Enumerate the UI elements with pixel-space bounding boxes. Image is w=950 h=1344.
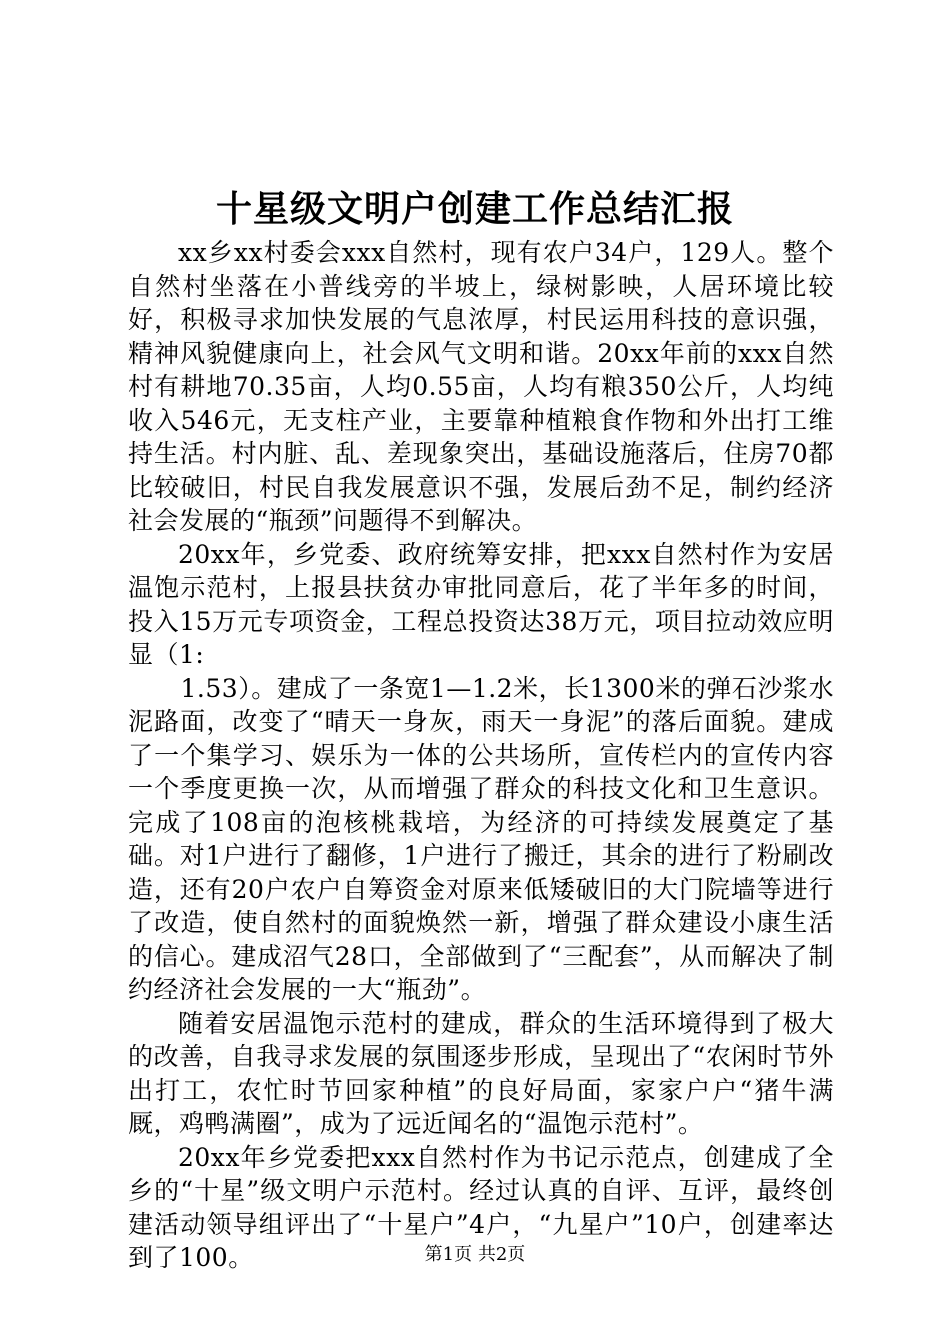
paragraph-4: 随着安居温饱示范村的建成，群众的生活环境得到了极大的改善，自我寻求发展的氛围逐步形成，呈现出了“农闲时节外出打工，农忙时节回家种植”的良好局面，家家户户“猪牛满厩，鸡鸭满圈”，成为了远近闻名的“温饱示范村”。: [128, 1008, 834, 1138]
paragraph-1: xx乡xx村委会xxx自然村，现有农户34户，129人。整个自然村坐落在小普线旁的半坡上，绿树影映，人居环境比较好，积极寻求加快发展的气息浓厚，村民运用科技的意识强，精神风貌健康向上，社会风气文明和谐。20xx年前的xxx自然村有耕地70.35亩，人均0.55亩，人均有粮350公斤，人均纯收入546元，无支柱产业，主要靠种植粮食作物和外出打工维持生活。村内脏、乱、差现象突出，基础设施落后，住房70都比较破旧，村民自我发展意识不强，发展后劲不足，制约经济社会发展的“瓶颈”问题得不到解决。: [128, 238, 834, 535]
paragraph-2: 20xx年，乡党委、政府统筹安排，把xxx自然村作为安居温饱示范村，上报县扶贫办审批同意后，花了半年多的时间，投入15万元专项资金，工程总投资达38万元，项目拉动效应明显（1:: [128, 539, 834, 669]
paragraph-3: 1.53）。建成了一条宽1—1.2米，长1300米的弹石沙浆水泥路面，改变了“晴天一身灰，雨天一身泥”的落后面貌。建成了一个集学习、娱乐为一体的公共场所，宣传栏内的宣传内容一个季度更换一次，从而增强了群众的科技文化和卫生意识。完成了108亩的泡核桃栽培，为经济的可持续发展奠定了基础。对1户进行了翻修，1户进行了搬迁，其余的进行了粉刷改造，还有20户农户自筹资金对原来低矮破旧的大门院墙等进行了改造，使自然村的面貌焕然一新，增强了群众建设小康生活的信心。建成沼气28口，全部做到了“三配套”，从而解决了制约经济社会发展的一大“瓶劲”。: [128, 673, 834, 1004]
document-body: [128, 236, 834, 1275]
paragraph-5: 20xx年乡党委把xxx自然村作为书记示范点，创建成了全乡的“十星”级文明户示范村。经过认真的自评、互评，最终创建活动领导组评出了“十星户”4户，“九星户”10户，创建率达到了100。: [128, 1142, 834, 1272]
page-footer: 第1页 共2页: [424, 1244, 526, 1265]
document-title: 十星级文明户创建工作总结汇报: [215, 188, 734, 230]
